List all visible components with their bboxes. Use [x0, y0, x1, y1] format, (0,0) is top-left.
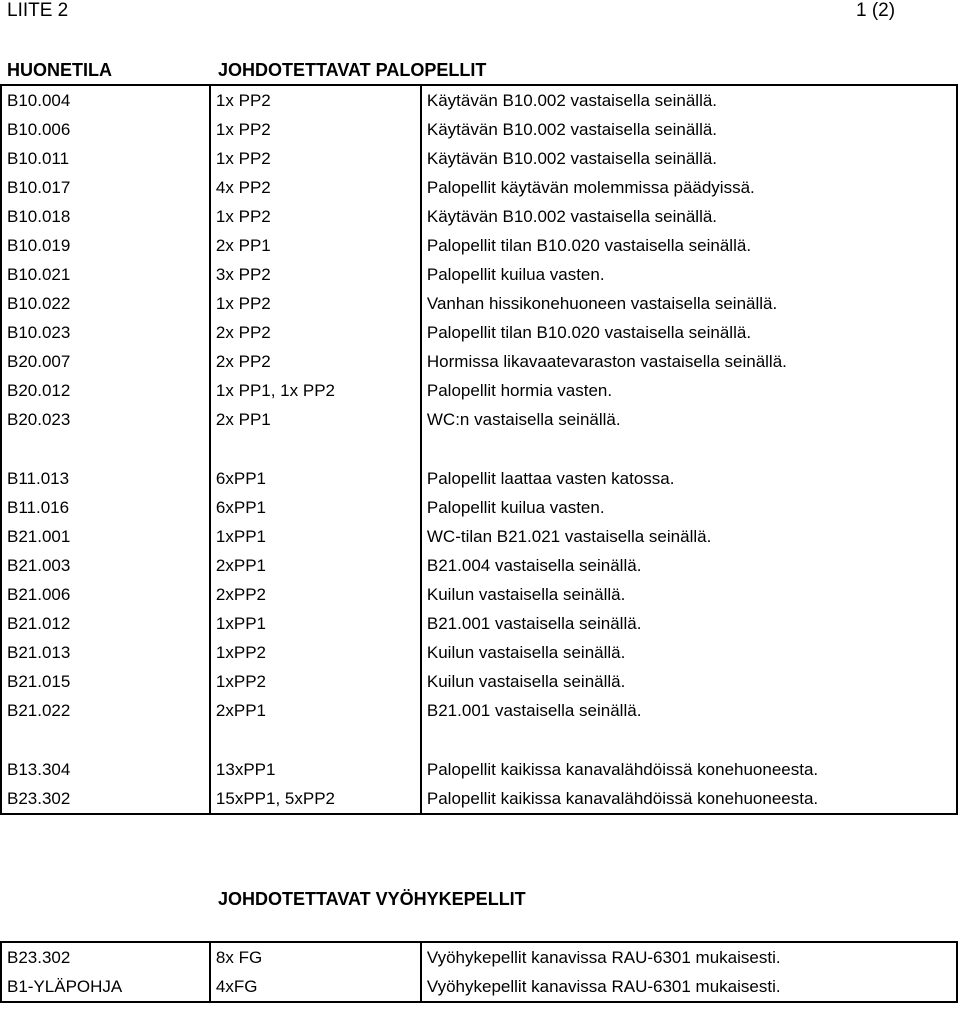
dampers-cell: 1xPP1 [210, 609, 421, 638]
room-column-heading: HUONETILA [7, 60, 112, 80]
room-cell: B20.023 [1, 405, 210, 434]
dampers-cell: 2xPP1 [210, 551, 421, 580]
dampers-cell: 6xPP1 [210, 493, 421, 522]
zone-dampers-table-body [1, 942, 957, 1002]
note-cell: Palopellit tilan B10.020 vastaisella seinällä. [421, 318, 957, 347]
zone-dampers-table [0, 941, 958, 1003]
room-cell: B11.013 [1, 464, 210, 493]
empty-cell [421, 434, 957, 464]
dampers-cell: 15xPP1, 5xPP2 [210, 784, 421, 814]
table-row [1, 376, 957, 405]
table-row [1, 942, 957, 972]
room-cell: B10.018 [1, 202, 210, 231]
dampers-cell: 1x PP2 [210, 202, 421, 231]
note-cell: Käytävän B10.002 vastaisella seinällä. [421, 115, 957, 144]
table-row [1, 551, 957, 580]
room-cell: B1-YLÄPOHJA [1, 972, 210, 1002]
room-cell: B21.003 [1, 551, 210, 580]
table-row [1, 173, 957, 202]
dampers-cell: 4xFG [210, 972, 421, 1002]
room-cell: B21.015 [1, 667, 210, 696]
room-cell: B10.022 [1, 289, 210, 318]
dampers-cell: 1x PP2 [210, 144, 421, 173]
note-cell: Vyöhykepellit kanavissa RAU-6301 mukaisesti. [421, 942, 957, 972]
spacer-row [1, 725, 957, 755]
note-cell: Vanhan hissikonehuoneen vastaisella seinällä. [421, 289, 957, 318]
note-cell: Palopellit käytävän molemmissa päädyissä. [421, 173, 957, 202]
dampers-cell: 1xPP2 [210, 638, 421, 667]
fire-dampers-table-body [1, 85, 957, 814]
dampers-cell: 2xPP1 [210, 696, 421, 725]
table-row [1, 755, 957, 784]
note-cell: Palopellit kaikissa kanavalähdöissä konehuoneesta. [421, 755, 957, 784]
page-header [0, 0, 960, 24]
table-row [1, 289, 957, 318]
spacer-row [1, 434, 957, 464]
room-cell: B10.023 [1, 318, 210, 347]
note-cell: Palopellit tilan B10.020 vastaisella seinällä. [421, 231, 957, 260]
room-cell: B21.001 [1, 522, 210, 551]
note-cell: Käytävän B10.002 vastaisella seinällä. [421, 85, 957, 115]
room-cell: B10.011 [1, 144, 210, 173]
dampers-cell: 2xPP2 [210, 580, 421, 609]
table-row [1, 85, 957, 115]
note-cell: Kuilun vastaisella seinällä. [421, 638, 957, 667]
room-cell: B21.012 [1, 609, 210, 638]
fire-dampers-section [0, 56, 960, 815]
table-row [1, 522, 957, 551]
dampers-cell: 13xPP1 [210, 755, 421, 784]
note-cell: WC-tilan B21.021 vastaisella seinällä. [421, 522, 957, 551]
table-row [1, 115, 957, 144]
empty-cell [421, 725, 957, 755]
table-row [1, 580, 957, 609]
dampers-cell: 1x PP2 [210, 289, 421, 318]
table-row [1, 972, 957, 1002]
table-row [1, 638, 957, 667]
table-row [1, 260, 957, 289]
note-cell: Palopellit hormia vasten. [421, 376, 957, 405]
dampers-cell: 2x PP1 [210, 405, 421, 434]
note-cell: Kuilun vastaisella seinällä. [421, 580, 957, 609]
note-cell: Käytävän B10.002 vastaisella seinällä. [421, 144, 957, 173]
empty-cell [210, 434, 421, 464]
note-cell: Palopellit kuilua vasten. [421, 493, 957, 522]
room-cell: B21.013 [1, 638, 210, 667]
room-cell: B20.007 [1, 347, 210, 376]
dampers-cell: 1x PP2 [210, 85, 421, 115]
zone-dampers-heading-row [0, 885, 960, 913]
room-cell: B23.302 [1, 784, 210, 814]
note-cell: B21.001 vastaisella seinällä. [421, 696, 957, 725]
dampers-cell: 8x FG [210, 942, 421, 972]
dampers-cell: 2x PP1 [210, 231, 421, 260]
room-cell: B10.004 [1, 85, 210, 115]
dampers-cell: 2x PP2 [210, 347, 421, 376]
note-cell: Vyöhykepellit kanavissa RAU-6301 mukaisesti. [421, 972, 957, 1002]
table-row [1, 202, 957, 231]
room-cell: B10.021 [1, 260, 210, 289]
room-cell: B10.017 [1, 173, 210, 202]
table-row [1, 696, 957, 725]
fire-dampers-heading-row [0, 56, 960, 84]
fire-dampers-column-heading: JOHDOTETTAVAT PALOPELLIT [218, 60, 487, 80]
dampers-cell: 1xPP2 [210, 667, 421, 696]
table-row [1, 464, 957, 493]
room-cell: B13.304 [1, 755, 210, 784]
zone-dampers-section [0, 885, 960, 1003]
note-cell: B21.004 vastaisella seinällä. [421, 551, 957, 580]
room-cell: B11.016 [1, 493, 210, 522]
dampers-cell: 1xPP1 [210, 522, 421, 551]
note-cell: Palopellit laattaa vasten katossa. [421, 464, 957, 493]
note-cell: Käytävän B10.002 vastaisella seinällä. [421, 202, 957, 231]
page-number: 1 (2) [856, 0, 896, 21]
room-cell: B23.302 [1, 942, 210, 972]
room-cell: B10.019 [1, 231, 210, 260]
appendix-label: LIITE 2 [7, 0, 69, 21]
dampers-cell: 6xPP1 [210, 464, 421, 493]
table-row [1, 144, 957, 173]
note-cell: Palopellit kuilua vasten. [421, 260, 957, 289]
table-row [1, 609, 957, 638]
table-row [1, 667, 957, 696]
table-row [1, 318, 957, 347]
dampers-cell: 3x PP2 [210, 260, 421, 289]
room-cell: B21.022 [1, 696, 210, 725]
table-row [1, 405, 957, 434]
dampers-cell: 1x PP2 [210, 115, 421, 144]
table-row [1, 231, 957, 260]
dampers-cell: 1x PP1, 1x PP2 [210, 376, 421, 405]
zone-dampers-column-heading: JOHDOTETTAVAT VYÖHYKEPELLIT [218, 889, 526, 909]
room-cell: B21.006 [1, 580, 210, 609]
table-row [1, 347, 957, 376]
note-cell: B21.001 vastaisella seinällä. [421, 609, 957, 638]
note-cell: Kuilun vastaisella seinällä. [421, 667, 957, 696]
table-row [1, 493, 957, 522]
dampers-cell: 2x PP2 [210, 318, 421, 347]
room-cell: B20.012 [1, 376, 210, 405]
fire-dampers-table [0, 84, 958, 815]
note-cell: Hormissa likavaatevaraston vastaisella seinällä. [421, 347, 957, 376]
note-cell: Palopellit kaikissa kanavalähdöissä konehuoneesta. [421, 784, 957, 814]
empty-cell [210, 725, 421, 755]
empty-cell [1, 434, 210, 464]
note-cell: WC:n vastaisella seinällä. [421, 405, 957, 434]
empty-cell [1, 725, 210, 755]
dampers-cell: 4x PP2 [210, 173, 421, 202]
table-row [1, 784, 957, 814]
room-cell: B10.006 [1, 115, 210, 144]
